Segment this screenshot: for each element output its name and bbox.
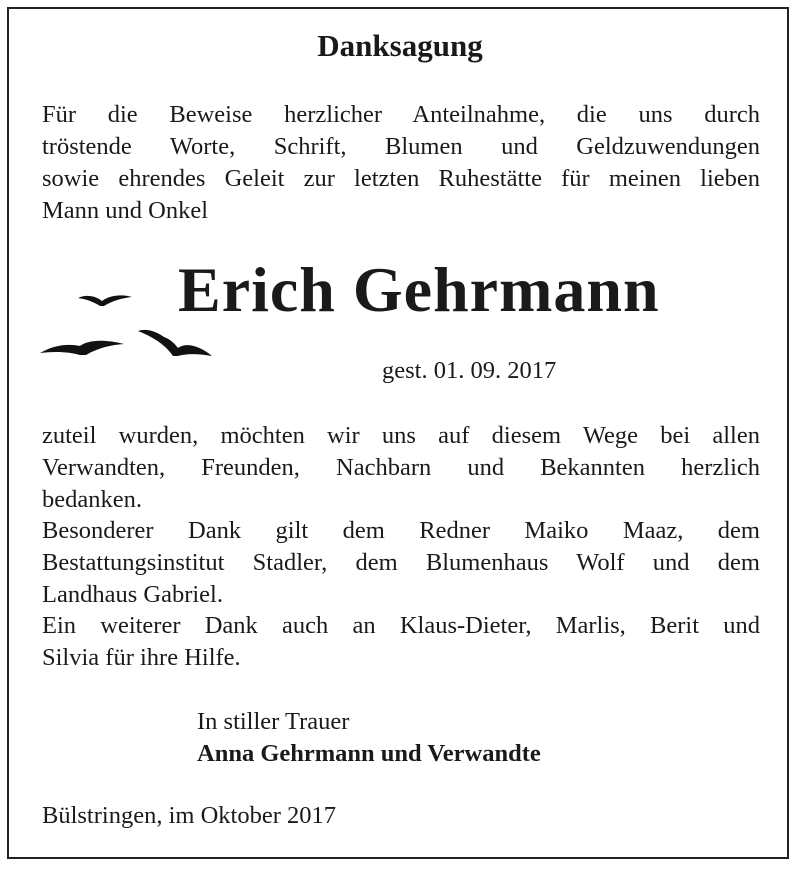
deceased-name: Erich Gehrmann <box>178 254 660 325</box>
intro-line: sowie ehrendes Geleit zur letzten Ruhestätte für meinen lieben <box>42 165 760 192</box>
further-thanks-paragraph <box>42 610 760 674</box>
intro-line: tröstende Worte, Schrift, Blumen und Geldzuwendungen <box>42 133 760 160</box>
intro-line: Mann und Onkel <box>42 197 209 224</box>
further-thanks-line: Ein weiterer Dank auch an Klaus-Dieter, Marlis, Berit und <box>42 612 760 639</box>
death-date: gest. 01. 09. 2017 <box>382 357 557 384</box>
thanks-paragraph <box>42 420 760 516</box>
notice-heading: Danksagung <box>317 28 483 63</box>
special-thanks-line: Bestattungsinstitut Stadler, dem Blumenhaus Wolf und dem <box>42 549 760 576</box>
intro-line: Für die Beweise herzlicher Anteilnahme, die uns durch <box>42 101 760 128</box>
thanks-line: zuteil wurden, möchten wir uns auf diesem Wege bei allen <box>42 422 760 449</box>
mourners-signature: Anna Gehrmann und Verwandte <box>197 740 541 767</box>
mourning-phrase: In stiller Trauer <box>197 708 350 735</box>
bird-icon <box>78 295 132 306</box>
special-thanks-line: Landhaus Gabriel. <box>42 581 223 608</box>
place-and-date: Bülstringen, im Oktober 2017 <box>42 802 336 829</box>
bird-icon <box>40 341 124 355</box>
intro-paragraph <box>42 99 760 227</box>
thanks-line: Verwandten, Freunden, Nachbarn und Bekannten herzlich <box>42 454 760 481</box>
special-thanks-line: Besonderer Dank gilt dem Redner Maiko Maaz, dem <box>42 517 760 544</box>
bird-icon <box>138 330 212 356</box>
further-thanks-line: Silvia für ihre Hilfe. <box>42 644 241 671</box>
thanks-line: bedanken. <box>42 486 142 513</box>
special-thanks-paragraph <box>42 515 760 611</box>
